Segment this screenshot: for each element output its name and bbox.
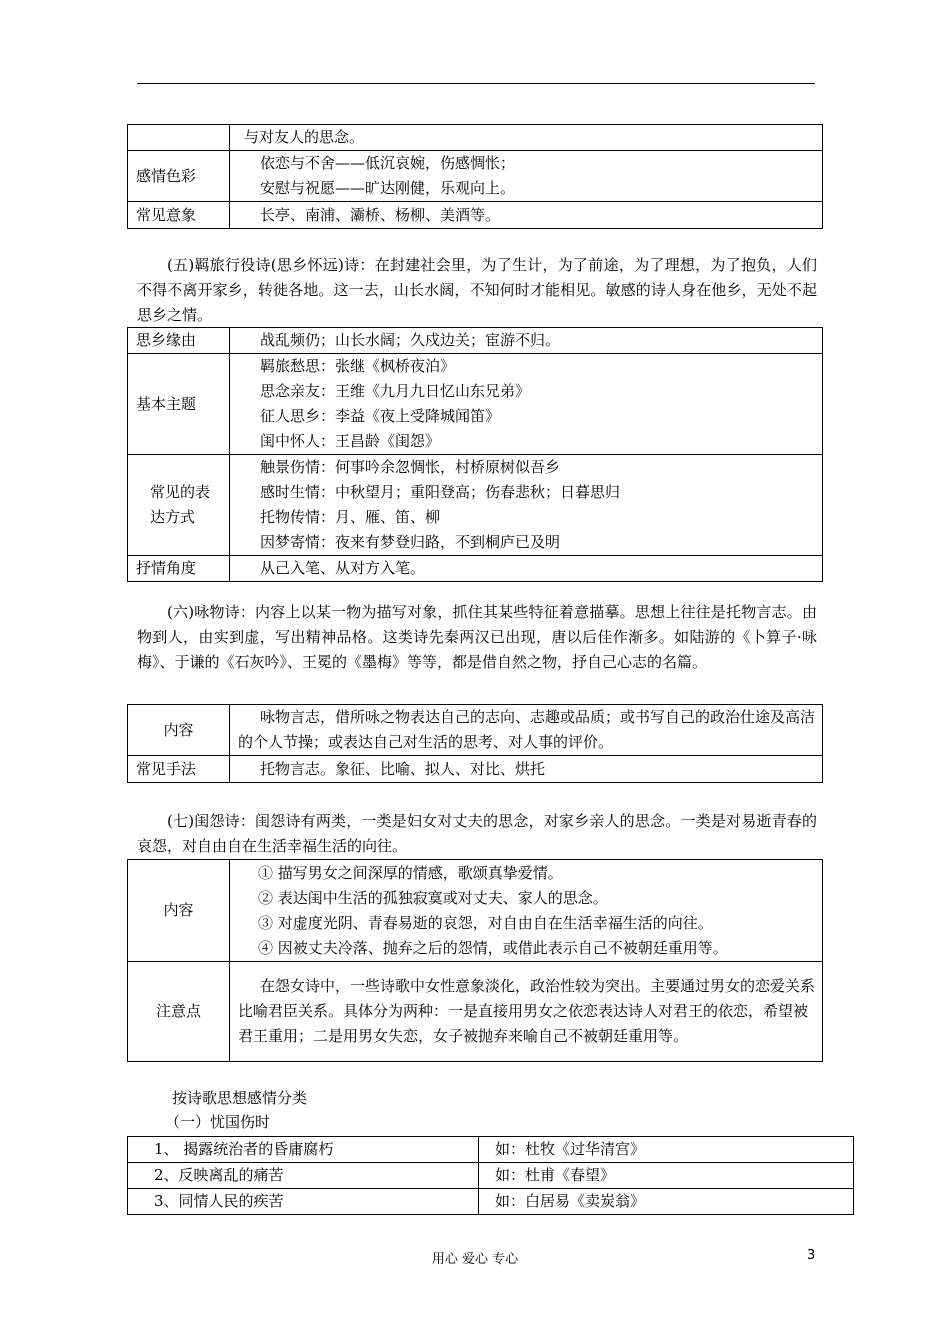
table-object-poems xyxy=(127,704,823,783)
heading-sub1: （一）忧国伤时 xyxy=(165,1113,271,1131)
table-boudoir-poems xyxy=(127,859,823,1062)
table-cell: 咏物言志，借所咏之物表达自己的志向、志趣或品质；或书写自己的政治仕途及高洁的个人节操；或表达自己对生活的思考、对人事的评价。 xyxy=(230,705,823,756)
line: ③ 对虚度光阴、青春易逝的哀怨，对自由自在生活幸福生活的向往。 xyxy=(258,913,713,932)
table-row xyxy=(128,328,823,354)
table-row xyxy=(128,556,823,582)
row-label xyxy=(128,455,230,556)
table-cell: 从己入笔、从对方入笔。 xyxy=(230,556,823,582)
table-cell: 如：白居易《卖炭翁》 xyxy=(479,1189,854,1215)
line: 依恋与不舍——低沉哀婉，伤感惆怅； xyxy=(260,154,516,172)
table-row xyxy=(128,962,823,1062)
section-6-paragraph: (六)咏物诗：内容上以某一物为描写对象，抓住其某些特征着意描摹。思想上往往是托物言志。由物到人，由实到虚，写出精神品格。这类诗先秦两汉已出现，唐以后佳作渐多。如陆游的《卜算子·咏梅》、于谦的《石灰吟》、王冕的《墨梅》等等，都是借自然之物，抒自己心志的名篇。 xyxy=(137,603,817,671)
table-cell xyxy=(230,354,823,455)
page-number: 3 xyxy=(807,1248,816,1263)
table-cell: 在怨女诗中，一些诗歌中女性意象淡化，政治性较为突出。主要通过男女的恋爱关系比喻君臣关系。具体分为两种：一是直接用男女之依恋表达诗人对君王的依恋，希望被君王重用；二是用男女失恋，女子被抛弃来喻自己不被朝廷重用等。 xyxy=(230,962,823,1062)
table-row xyxy=(128,1189,854,1215)
line: 闺中怀人：王昌龄《闺怨》 xyxy=(260,432,441,450)
row-label: 抒情角度 xyxy=(128,556,230,582)
footer-motto: 用心 爱心 专心 xyxy=(431,1252,519,1267)
table-row xyxy=(128,202,823,229)
row-label: 内容 xyxy=(128,705,230,756)
table-patriotic-poems xyxy=(127,1136,854,1215)
section-7-paragraph: (七)闺怨诗：闺怨诗有两类，一类是妇女对丈夫的思念，对家乡亲人的思念。一类是对易逝青春的哀怨，对自由自在生活幸福生活的向往。 xyxy=(137,812,817,855)
table-farewell-poems xyxy=(127,124,823,229)
table-cell: 战乱频仍；山长水阔；久戍边关；宦游不归。 xyxy=(230,328,823,354)
line: ① 描写男女之间深厚的情感，歌颂真挚爱情。 xyxy=(258,863,563,882)
row-label: 内容 xyxy=(128,860,230,962)
line: 安慰与祝愿——旷达刚健，乐观向上。 xyxy=(260,179,516,197)
table-row xyxy=(128,151,823,202)
table-cell xyxy=(230,455,823,556)
table-cell xyxy=(128,125,230,151)
heading-classify: 按诗歌思想感情分类 xyxy=(172,1089,308,1107)
table-cell: 长亭、南浦、灞桥、杨柳、美酒等。 xyxy=(230,202,823,229)
table-row xyxy=(128,756,823,783)
table-row xyxy=(128,354,823,455)
table-cell: 如：杜牧《过华清宫》 xyxy=(479,1137,854,1163)
table-row xyxy=(128,1163,854,1189)
line: 征人思乡：李益《夜上受降城闻笛》 xyxy=(260,407,501,425)
table-cell: 如：杜甫《春望》 xyxy=(479,1163,854,1189)
header-rule xyxy=(137,83,815,84)
table-cell: 托物言志。象征、比喻、拟人、对比、烘托 xyxy=(230,756,823,783)
table-cell xyxy=(230,151,823,202)
table-row xyxy=(128,860,823,962)
line: ② 表达闺中生活的孤独寂寞或对丈夫、家人的思念。 xyxy=(258,888,608,907)
line: 触景伤情：何事吟余忽惆怅，村桥原树似吾乡 xyxy=(260,458,561,476)
line: 托物传情：月、雁、笛、柳 xyxy=(260,508,441,526)
table-cell: 1、 揭露统治者的昏庸腐朽 xyxy=(128,1137,479,1163)
table-cell: 2、反映离乱的痛苦 xyxy=(128,1163,479,1189)
table-cell xyxy=(230,860,823,962)
table-travel-poems xyxy=(127,327,823,582)
table-cell: 与对友人的思念。 xyxy=(230,125,823,151)
line: 羁旅愁思：张继《枫桥夜泊》 xyxy=(260,357,456,375)
line: 思念亲友：王维《九月九日忆山东兄弟》 xyxy=(260,382,531,400)
label-text: 常见的表达方式 xyxy=(150,483,211,526)
row-label: 感情色彩 xyxy=(128,151,230,202)
row-label: 常见手法 xyxy=(128,756,230,783)
line: 感时生情：中秋望月；重阳登高；伤春悲秋；日暮思归 xyxy=(260,483,621,501)
table-cell: 3、同情人民的疾苦 xyxy=(128,1189,479,1215)
table-row xyxy=(128,705,823,756)
row-label: 基本主题 xyxy=(128,354,230,455)
line: ④ 因被丈夫冷落、抛弃之后的怨情，或借此表示自己不被朝廷重用等。 xyxy=(258,938,728,957)
line: 因梦寄情：夜来有梦登归路，不到桐庐已及明 xyxy=(260,533,561,551)
table-row xyxy=(128,455,823,556)
table-row xyxy=(128,125,823,151)
section-5-paragraph: (五)羁旅行役诗(思乡怀远)诗：在封建社会里，为了生计，为了前途，为了理想，为了抱负，人们不得不离开家乡，转徙各地。这一去，山长水阔，不知何时才能相见。敏感的诗人身在他乡，无处不起思乡之情。 xyxy=(137,256,817,324)
row-label: 常见意象 xyxy=(128,202,230,229)
row-label: 注意点 xyxy=(128,962,230,1062)
table-row xyxy=(128,1137,854,1163)
row-label: 思乡缘由 xyxy=(128,328,230,354)
